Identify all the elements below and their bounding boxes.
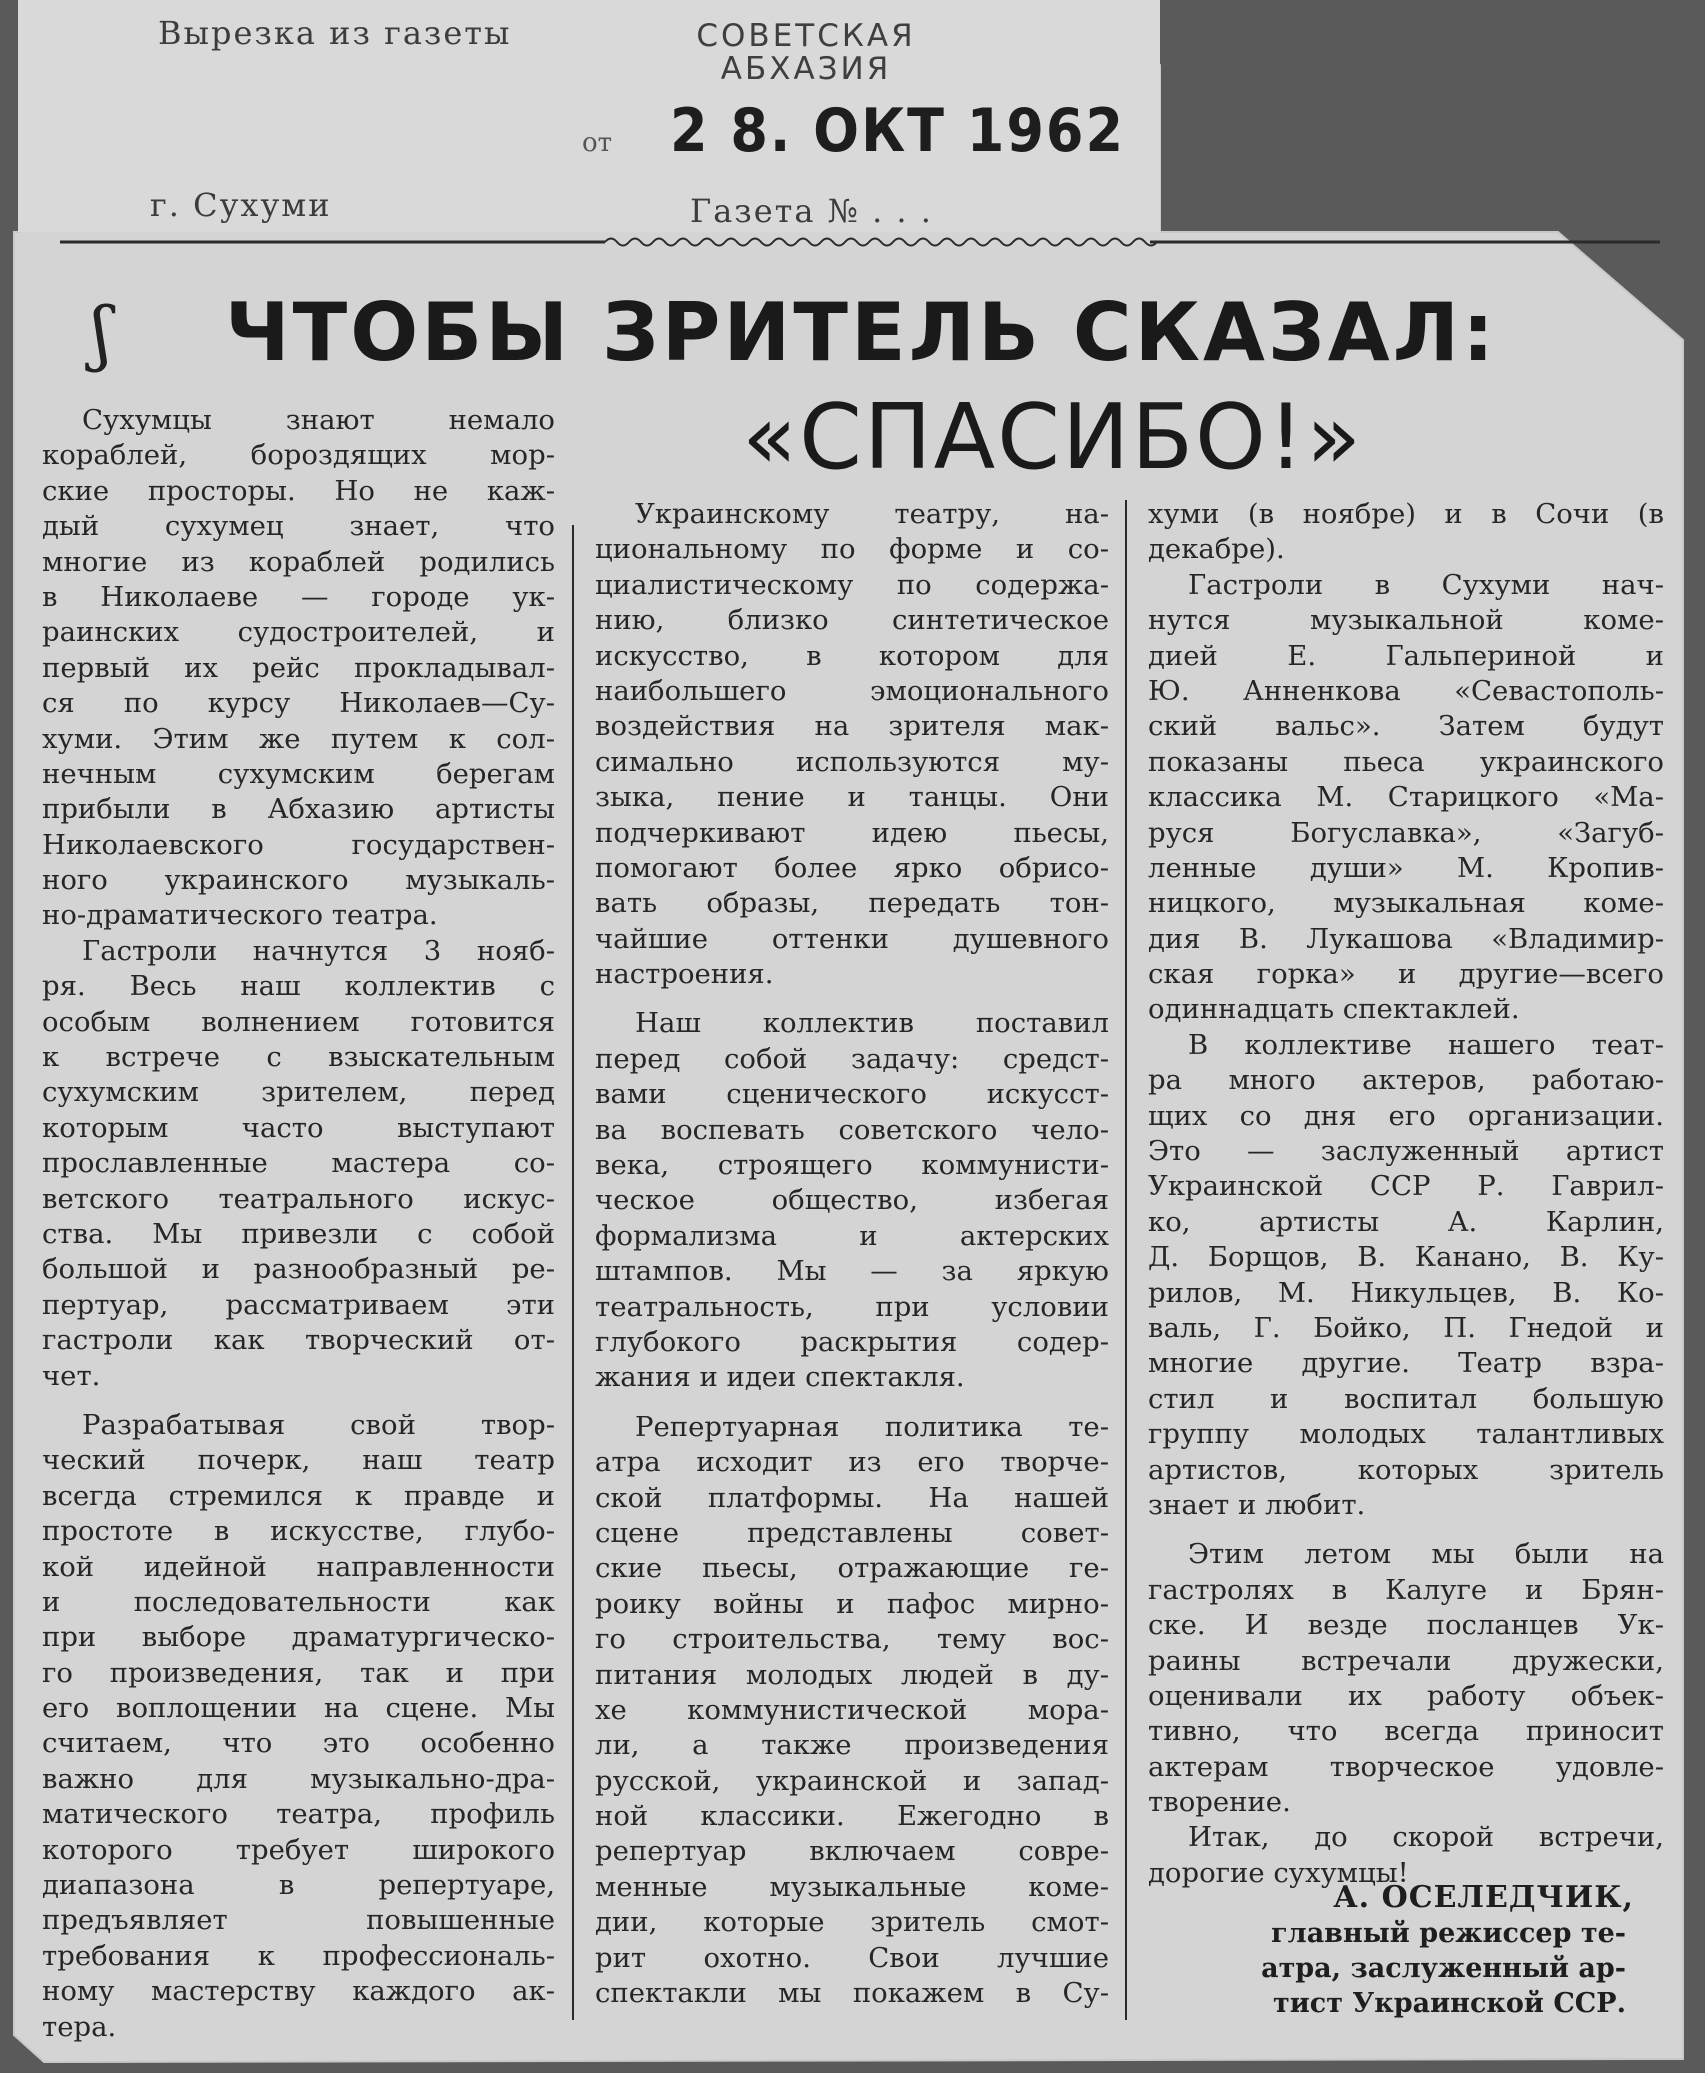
article-line: ской платформы. На нашей bbox=[595, 1481, 1109, 1514]
article-line: дии, которые зритель смот- bbox=[595, 1906, 1109, 1939]
article-line: раинских судостроителей, и bbox=[42, 616, 555, 649]
article-line: диапазона в репертуаре, bbox=[42, 1869, 555, 1902]
article-line: и последовательности как bbox=[42, 1585, 555, 1618]
article-line: пертуар, рассматриваем эти bbox=[42, 1288, 555, 1321]
article-line: простоте в искусстве, глубо- bbox=[42, 1515, 555, 1548]
article-line: штампов. Мы — за яркую bbox=[595, 1255, 1109, 1288]
article-line: прославленные мастера со- bbox=[42, 1147, 555, 1180]
article-line: всегда стремился к правде и bbox=[42, 1479, 555, 1512]
article-line: матического театра, профиль bbox=[42, 1798, 555, 1831]
article-line: хуми. Этим же путем к сол- bbox=[42, 722, 555, 755]
article-line: ного украинского музыкаль- bbox=[42, 864, 555, 897]
article-line: спектакли мы покажем в Су- bbox=[595, 1977, 1109, 2010]
article-line: но-драматического театра. bbox=[42, 899, 438, 932]
article-line: питания молодых людей в ду- bbox=[595, 1658, 1109, 1691]
article-line: к встрече с взыскательным bbox=[42, 1041, 555, 1074]
article-line: ская горка» и другие—всего bbox=[1148, 958, 1664, 991]
article-line: Гастроли в Сухуми нач- bbox=[1188, 568, 1664, 601]
margin-mark: ʃ bbox=[92, 292, 112, 374]
article-line: ся по курсу Николаев—Су- bbox=[42, 687, 555, 720]
article-line: В коллективе нашего теат- bbox=[1188, 1028, 1664, 1061]
article-line: рилов, М. Никульцев, В. Ко- bbox=[1148, 1276, 1664, 1309]
newspaper-name bbox=[686, 20, 926, 86]
article-line: прибыли в Абхазию артисты bbox=[42, 793, 555, 826]
article-line: нутся музыкальной коме- bbox=[1148, 604, 1664, 637]
signature-role-line2: атра, заслуженный ар- bbox=[1261, 1953, 1626, 1984]
article-line: ские пьесы, отражающие ге- bbox=[595, 1552, 1109, 1585]
article-line: декабре). bbox=[1148, 533, 1285, 566]
article-line: Сухумцы знают немало bbox=[82, 404, 555, 436]
article-line: творение. bbox=[1148, 1786, 1291, 1819]
article-line: циалистическому по содержа- bbox=[595, 568, 1109, 601]
article-line: ства. Мы привезли с собой bbox=[42, 1217, 555, 1250]
article-title-line1: ЧТОБЫ ЗРИТЕЛЬ СКАЗАЛ: bbox=[225, 286, 1498, 379]
article-line: Гастроли начнутся 3 нояб- bbox=[82, 934, 555, 967]
newspaper-name-line1: СОВЕТСКАЯ bbox=[696, 18, 916, 54]
article-line: ли, а также произведения bbox=[595, 1729, 1109, 1762]
article-line: сцене представлены совет- bbox=[595, 1516, 1109, 1549]
city-label: г. Сухуми bbox=[150, 186, 332, 224]
article-line: Это — заслуженный артист bbox=[1148, 1135, 1664, 1168]
signature-name: А. ОСЕЛЕДЧИК, bbox=[1333, 1880, 1634, 1915]
article-line: ря. Весь наш коллектив с bbox=[42, 970, 555, 1003]
article-line: особым волнением готовится bbox=[42, 1005, 555, 1038]
article-title-line2: «СПАСИБО!» bbox=[742, 385, 1364, 490]
date-stamp: 2 8. ОКТ 1962 bbox=[670, 96, 1126, 166]
article-line: первый их рейс прокладывал- bbox=[42, 651, 555, 684]
article-column-1 bbox=[42, 403, 555, 2045]
article-line: Репертуарная политика те- bbox=[635, 1410, 1109, 1443]
article-line: ницкого, музыкальная коме- bbox=[1148, 887, 1664, 920]
article-line: дый сухумец знает, что bbox=[42, 510, 555, 543]
article-line: знает и любит. bbox=[1148, 1488, 1366, 1521]
article-line: чайшие оттенки душевного bbox=[595, 922, 1109, 955]
article-line: многие из кораблей родились bbox=[42, 545, 555, 578]
article-line: Украинскому театру, на- bbox=[635, 498, 1109, 530]
issue-label: Газета № . . . bbox=[690, 192, 933, 230]
article-line: ной классики. Ежегодно в bbox=[595, 1800, 1109, 1833]
signature-block bbox=[1148, 1880, 1664, 2021]
article-line: го строительства, тему вос- bbox=[595, 1623, 1109, 1656]
article-column-2 bbox=[595, 497, 1109, 2011]
article-line: ские просторы. Но не каж- bbox=[42, 474, 555, 507]
article-line: репертуар включаем совре- bbox=[595, 1835, 1109, 1868]
article-line: ному мастерству каждого ак- bbox=[42, 1975, 555, 2008]
article-line: менные музыкальные коме- bbox=[595, 1870, 1109, 1903]
article-line: го произведения, так и при bbox=[42, 1656, 555, 1689]
article-line: циональному по форме и со- bbox=[595, 533, 1109, 566]
article-line: многие другие. Театр взра- bbox=[1148, 1347, 1664, 1380]
article-line: в Николаеве — городе ук- bbox=[42, 580, 555, 613]
article-line: искусство, в котором для bbox=[595, 639, 1109, 672]
article-line: кораблей, бороздящих мор- bbox=[42, 439, 555, 472]
article-line: Украинской ССР Р. Гаврил- bbox=[1148, 1170, 1664, 1203]
date-prefix: от bbox=[582, 128, 613, 158]
article-line: его воплощении на сцене. Мы bbox=[42, 1692, 555, 1725]
signature-role-line1: главный режиссер те- bbox=[1271, 1918, 1626, 1949]
article-line: дия В. Лукашова «Владимир- bbox=[1148, 922, 1664, 955]
article-line: наибольшего эмоционального bbox=[595, 674, 1109, 707]
article-line: Ю. Анненкова «Севастополь- bbox=[1148, 674, 1664, 707]
article-line: гастролях в Калуге и Брян- bbox=[1148, 1573, 1664, 1606]
article-line: дорогие сухумцы! bbox=[1148, 1856, 1409, 1889]
article-line: Этим летом мы были на bbox=[1188, 1538, 1664, 1571]
article-line: ске. И везде посланцев Ук- bbox=[1148, 1609, 1664, 1642]
article-line: ва воспевать советского чело- bbox=[595, 1113, 1109, 1146]
article-line: вами сценического искусст- bbox=[595, 1078, 1109, 1111]
article-line: щих со дня его организации. bbox=[1148, 1099, 1664, 1132]
article-line: ческое общество, избегая bbox=[595, 1184, 1109, 1217]
article-line: кой идейной направленности bbox=[42, 1550, 555, 1583]
article-line: вать образы, передать тон- bbox=[595, 887, 1109, 920]
article-line: театральность, при условии bbox=[595, 1290, 1109, 1323]
article-line: ский вальс». Затем будут bbox=[1148, 710, 1664, 743]
article-line: дией Е. Гальпериной и bbox=[1148, 639, 1664, 672]
signature-role-line3: тист Украинской ССР. bbox=[1273, 1988, 1626, 2019]
article-line: глубокого раскрытия содер- bbox=[595, 1325, 1109, 1358]
article-line: подчеркивают идею пьесы, bbox=[595, 816, 1109, 849]
article-line: тера. bbox=[42, 2010, 117, 2043]
article-line: воздействия на зрителя мак- bbox=[595, 710, 1109, 743]
article-line: перед собой задачу: средст- bbox=[595, 1042, 1109, 1075]
article-line: группу молодых талантливых bbox=[1148, 1418, 1664, 1451]
article-line: атра исходит из его творче- bbox=[595, 1446, 1109, 1479]
article-line: Николаевского государствен- bbox=[42, 828, 555, 861]
article-line: стил и воспитал большую bbox=[1148, 1382, 1664, 1415]
article-line: одиннадцать спектаклей. bbox=[1148, 993, 1520, 1026]
article-line: ческий почерк, наш театр bbox=[42, 1444, 555, 1477]
article-line: ветского театрального искус- bbox=[42, 1182, 555, 1215]
article-line: показаны пьеса украинского bbox=[1148, 745, 1664, 778]
article-line: настроения. bbox=[595, 958, 774, 991]
article-line: раины встречали дружески, bbox=[1148, 1644, 1664, 1677]
article-line: зыка, пение и танцы. Они bbox=[595, 781, 1109, 814]
article-column-3 bbox=[1148, 497, 1664, 1891]
article-line: Итак, до скорой встречи, bbox=[1188, 1821, 1664, 1854]
article-line: ко, артисты А. Карлин, bbox=[1148, 1205, 1664, 1238]
article-line: ра много актеров, работаю- bbox=[1148, 1064, 1664, 1097]
article-line: артистов, которых зритель bbox=[1148, 1453, 1664, 1486]
article-line: ленные души» М. Кропив- bbox=[1148, 851, 1664, 884]
article-line: сухумским зрителем, перед bbox=[42, 1076, 555, 1109]
article-line: помогают более ярко обрисо- bbox=[595, 851, 1109, 884]
article-line: хуми (в ноябре) и в Сочи (в bbox=[1148, 498, 1664, 530]
article-line: русской, украинской и запад- bbox=[595, 1764, 1109, 1797]
article-line: предъявляет повышенные bbox=[42, 1904, 555, 1937]
article-line: Наш коллектив поставил bbox=[635, 1007, 1109, 1040]
article-line: роику войны и пафос мирно- bbox=[595, 1587, 1109, 1620]
article-line: века, строящего коммунисти- bbox=[595, 1149, 1109, 1182]
article-line: нию, близко синтетическое bbox=[595, 604, 1109, 637]
article-line: жания и идеи спектакля. bbox=[595, 1361, 965, 1394]
article-line: Разрабатывая свой твор- bbox=[82, 1408, 555, 1441]
article-line: формализма и актерских bbox=[595, 1219, 1109, 1252]
article-line: симально используются му- bbox=[595, 745, 1109, 778]
article-line: большой и разнообразный ре- bbox=[42, 1253, 555, 1286]
column-rule-1 bbox=[572, 525, 574, 2020]
article-line: оценивали их работу объек- bbox=[1148, 1679, 1664, 1712]
article-line: рит охотно. Свои лучшие bbox=[595, 1941, 1109, 1974]
header-rule bbox=[60, 236, 1660, 252]
article-line: которого требует широкого bbox=[42, 1833, 555, 1866]
article-line: чет. bbox=[42, 1359, 101, 1392]
article-line: валь, Г. Бойко, П. Гнедой и bbox=[1148, 1311, 1664, 1344]
article-line: Д. Борщов, В. Канано, В. Ку- bbox=[1148, 1241, 1664, 1274]
article-line: тивно, что всегда приносит bbox=[1148, 1715, 1664, 1748]
article-line: классика М. Старицкого «Ма- bbox=[1148, 781, 1664, 814]
article-line: при выборе драматургическо- bbox=[42, 1621, 555, 1654]
article-line: хе коммунистической мора- bbox=[595, 1693, 1109, 1726]
article-line: руся Богуславка», «Загуб- bbox=[1148, 816, 1664, 849]
newspaper-name-line2: АБХАЗИЯ bbox=[720, 51, 892, 87]
article-line: нечным сухумским берегам bbox=[42, 757, 555, 790]
column-rule-2 bbox=[1125, 500, 1127, 2020]
article-line: которым часто выступают bbox=[42, 1111, 555, 1144]
article-line: важно для музыкально-дра- bbox=[42, 1762, 555, 1795]
article-line: актерам творческое удовле- bbox=[1148, 1750, 1664, 1783]
article-line: гастроли как творческий от- bbox=[42, 1324, 555, 1357]
clipping-label: Вырезка из газеты bbox=[158, 14, 512, 52]
article-line: требования к профессиональ- bbox=[42, 1939, 555, 1972]
article-line: считаем, что это особенно bbox=[42, 1727, 555, 1760]
